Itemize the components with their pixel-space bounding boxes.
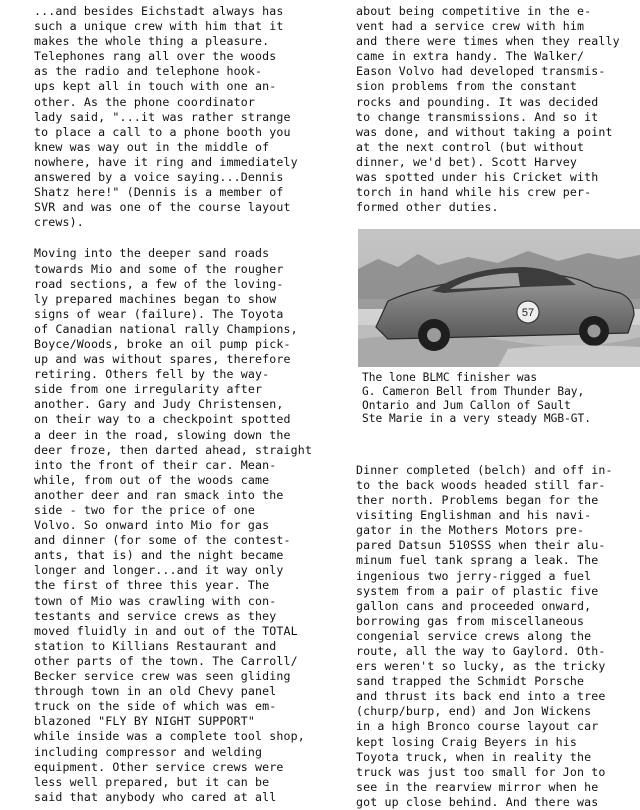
text-line: ups kept all in touch with one an-	[34, 79, 277, 94]
text-line: testants and service crews as they	[34, 608, 277, 623]
paragraph-gap	[356, 437, 640, 463]
text-line: kept losing Craig Beyers in his	[356, 734, 578, 749]
photo-caption	[362, 371, 640, 425]
text-line: formed other duties.	[356, 200, 499, 215]
text-line: road sections, a few of the loving-	[34, 276, 284, 291]
text-line: while, from out of the woods came	[34, 472, 270, 487]
text-line: Ontario and Jum Callon of Sault	[362, 398, 571, 412]
text-line: Shatz here!" (Dennis is a member of	[34, 185, 284, 200]
text-line: ers weren't so lucky, as the tricky	[356, 659, 606, 674]
text-line: rocks and pounding. It was decided	[356, 94, 599, 109]
text-line: about being competitive in the e-	[356, 4, 592, 18]
text-line: to the back woods headed still far-	[356, 477, 606, 492]
text-line: minum fuel tank sprang a leak. The	[356, 553, 599, 568]
text-line: nowhere, have it ring and immediately	[34, 154, 298, 169]
text-line: and thrust its back end into a tree	[356, 689, 606, 704]
text-line: side - two for the price of one	[34, 503, 256, 517]
text-line: to place a call to a phone booth you	[34, 124, 291, 139]
car-number-plate: 57	[521, 307, 535, 320]
text-line: (churp/burp, end) and Jon Wickens	[356, 704, 592, 719]
text-line: makes the whole thing a pleasure.	[34, 34, 270, 49]
text-line: dinner, we'd bet). Scott Harvey	[356, 154, 578, 169]
text-line: of Canadian national rally Champions,	[34, 321, 298, 336]
text-line: Ste Marie in a very steady MGB-GT.	[362, 412, 592, 426]
text-line: Eason Volvo had developed transmis-	[356, 64, 606, 79]
text-line: Boyce/Woods, broke an oil pump pick-	[34, 336, 291, 351]
text-line: Becker service crew was seen gliding	[34, 669, 291, 684]
text-line: equipment. Other service crews were	[34, 759, 284, 774]
car-photo	[358, 229, 640, 367]
text-line: sion problems from the constant	[356, 79, 578, 94]
left-paragraph-2	[34, 246, 334, 804]
text-line: ...and besides Eichstadt always has	[34, 4, 284, 18]
left-column	[34, 4, 334, 805]
text-line: route, all the way to Gaylord. Oth-	[356, 644, 606, 658]
right-column	[356, 4, 640, 810]
text-line: other parts of the town. The Carroll/	[34, 653, 298, 668]
text-line: on their way to a checkpoint spotted	[34, 412, 291, 427]
paragraph-gap	[34, 230, 334, 246]
text-line: sand trapped the Schmidt Porsche	[356, 674, 585, 689]
text-line: signs of wear (failure). The Toyota	[34, 306, 284, 321]
text-line: through town in an old Chevy panel	[34, 684, 277, 699]
text-line: another. Gary and Judy Christensen,	[34, 397, 284, 412]
text-line: deer froze, then darted ahead, straight	[34, 442, 313, 457]
text-line: another deer and ran smack into the	[34, 487, 284, 502]
text-line: town of Mio was crawling with con-	[34, 593, 277, 608]
text-line: at the next control (but without	[356, 139, 585, 154]
text-line: while inside was a complete tool shop,	[34, 729, 305, 744]
text-line: and dinner (for some of the contest-	[34, 533, 291, 548]
right-paragraph-2	[356, 463, 640, 810]
text-line: crews).	[34, 215, 84, 230]
text-line: borrowing gas from miscellaneous	[356, 613, 585, 628]
text-line: side from one irregularity after	[34, 382, 263, 397]
text-line: Volvo. So onward into Mio for gas	[34, 518, 270, 533]
text-line: in a high Bronco course layout car	[356, 719, 599, 734]
text-line: station to Killians Restaurant and	[34, 638, 277, 653]
text-line: as the radio and telephone hook-	[34, 64, 263, 79]
text-line: to change transmissions. And so it	[356, 109, 599, 124]
text-line: ly prepared machines began to show	[34, 291, 277, 306]
text-line: longer and longer...and it way only	[34, 563, 284, 578]
text-line: lady said, "...it was rather strange	[34, 109, 291, 124]
text-line: Toyota truck, when in reality the	[356, 749, 592, 764]
text-line: visiting Englishman and his navi-	[356, 508, 592, 523]
text-line: such a unique crew with him that it	[34, 19, 284, 34]
text-line: truck on the side of which was em-	[34, 699, 277, 714]
text-line: The lone BLMC finisher was	[362, 371, 538, 385]
text-line: see in the rearview mirror when he	[356, 779, 599, 794]
text-line: G. Cameron Bell from Thunder Bay,	[362, 384, 585, 398]
text-line: vent had a service crew with him	[356, 19, 585, 34]
text-line: retiring. Others fell by the way-	[34, 367, 270, 382]
text-line: including compressor and welding	[34, 744, 263, 759]
text-line: was done, and without taking a point	[356, 124, 613, 139]
text-line: came in extra handy. The Walker/	[356, 49, 585, 64]
text-line: gallon cans and proceeded onward,	[356, 598, 592, 613]
text-line: up and was without spares, therefore	[34, 352, 291, 367]
text-line: and there were times when they really	[356, 34, 620, 49]
text-line: answered by a voice saying...Dennis	[34, 170, 284, 185]
text-line: a deer in the road, slowing down the	[34, 427, 291, 442]
text-line: ants, that is) and the night became	[34, 548, 284, 563]
text-line: Telephones rang all over the woods	[34, 49, 277, 64]
text-line: ingenious two jerry-rigged a fuel	[356, 568, 592, 583]
text-line: gator in the Mothers Motors pre-	[356, 523, 585, 538]
text-line: got up close behind. And there was	[356, 794, 599, 809]
mgb-gt-car-image	[358, 229, 640, 367]
right-paragraph-1	[356, 4, 640, 215]
text-line: less well prepared, but it can be	[34, 774, 270, 789]
text-line: moved fluidly in and out of the TOTAL	[34, 623, 298, 638]
text-line: torch in hand while his crew per-	[356, 185, 592, 200]
text-line: ther north. Problems began for the	[356, 493, 599, 508]
text-line: towards Mio and some of the rougher	[34, 261, 284, 276]
text-line: system from a pair of plastic five	[356, 583, 599, 598]
text-line: congenial service crews along the	[356, 628, 592, 643]
text-line: into the front of their car. Mean-	[34, 457, 277, 472]
text-line: Dinner completed (belch) and off in-	[356, 462, 613, 477]
left-paragraph-1	[34, 4, 334, 230]
text-line: said that anybody who cared at all	[34, 789, 277, 804]
text-line: other. As the phone coordinator	[34, 94, 256, 109]
text-line: the first of three this year. The	[34, 578, 270, 593]
text-line: Moving into the deeper sand roads	[34, 246, 270, 261]
text-line: blazoned "FLY BY NIGHT SUPPORT"	[34, 714, 256, 729]
text-line: truck was just too small for Jon to	[356, 764, 606, 779]
text-line: SVR and was one of the course layout	[34, 200, 291, 215]
text-line: knew was way out in the middle of	[34, 139, 270, 154]
text-line: pared Datsun 510SSS when their alu-	[356, 538, 606, 553]
text-line: was spotted under his Cricket with	[356, 170, 599, 185]
